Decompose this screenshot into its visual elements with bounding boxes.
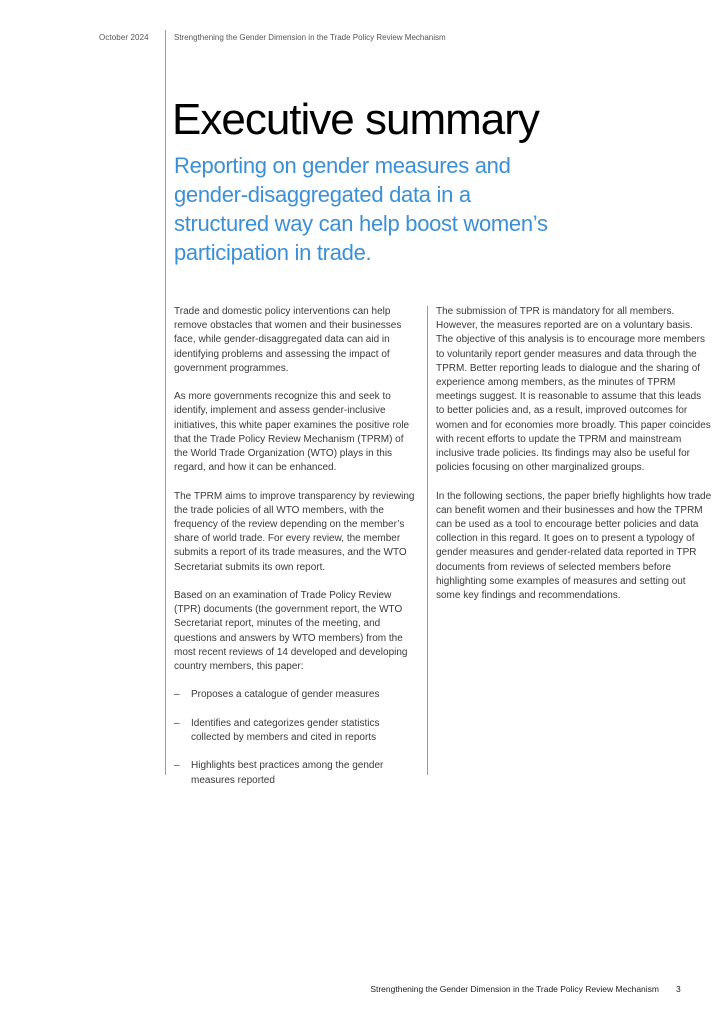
column-divider-rule	[427, 306, 428, 775]
list-item	[174, 717, 420, 745]
footer-document-title: Strengthening the Gender Dimension in the Trade Policy Review Mechanism	[370, 984, 659, 994]
paragraph: In the following sections, the paper briefly highlights how trade can benefit women and their businesses and how the TPRM can be used as a tool to encourage better policies and data collection in this regard. It goes on to present a typology of gender measures and gender-related data reported in TPR documents from reviews of selected members before highlighting some examples of measures and setting out some key findings and recommendations.	[436, 490, 712, 602]
list-item-text: Proposes a catalogue of gender measures	[191, 689, 380, 701]
page-subtitle: Reporting on gender measures and gender-disaggregated data in a structured way can help boost women’s participation in trade.	[174, 153, 548, 265]
left-text-column	[174, 305, 420, 802]
findings-list	[174, 688, 420, 787]
list-item-text: Identifies and categorizes gender statistics collected by members and cited in reports	[191, 717, 380, 744]
page-footer	[0, 984, 724, 996]
header-document-title: Strengthening the Gender Dimension in the Trade Policy Review Mechanism	[174, 33, 446, 42]
dash-bullet-icon: –	[174, 689, 180, 701]
dash-bullet-icon: –	[174, 717, 180, 729]
running-header	[0, 33, 724, 45]
header-date: October 2024	[99, 33, 149, 42]
paragraph: As more governments recognize this and seek to identify, implement and assess gender-inclusive initiatives, this white paper examines the positive role that the Trade Policy Review Mechanism (TPRM) of the World Trade Organization (WTO) plays in this regard, and how it can be enhanced.	[174, 391, 410, 474]
paragraph: The submission of TPR is mandatory for all members. However, the measures reported are on a voluntary basis. The objective of this analysis is to encourage more members to voluntarily report gender measures and data through the TPRM. Better reporting leads to dialogue and the sharing of experience among members, as the minutes of TPRM meetings suggest. It is reasonable to assume that this leads to better policies and, as a result, improved outcomes for women and for economies more broadly. This paper coincides with recent efforts to update the TPRM and mainstream inclusive trade policies. Its findings may also be useful for policies focusing on other marginalized groups.	[436, 306, 711, 474]
paragraph: Trade and domestic policy interventions can help remove obstacles that women and their businesses face, while gender-disaggregated data can aid in identifying problems and assessing the impact of government programmes.	[174, 306, 402, 374]
right-text-column	[436, 305, 712, 617]
dash-bullet-icon: –	[174, 760, 180, 772]
page-number: 3	[676, 984, 681, 994]
page-title: Executive summary	[172, 95, 539, 144]
paragraph: Based on an examination of Trade Policy Review (TPR) documents (the government report, the WTO Secretariat report, minutes of the meeting, and questions and answers by WTO members) from the most recent reviews of 14 developed and developing country members, this paper:	[174, 590, 408, 673]
list-item	[174, 759, 420, 787]
paragraph: The TPRM aims to improve transparency by reviewing the trade policies of all WTO members, with the frequency of the review depending on the member’s share of world trade. For every review, the member submits a report of its trade measures, and the WTO Secretariat submits its own report.	[174, 490, 415, 573]
left-vertical-rule	[165, 30, 166, 775]
list-item	[174, 688, 420, 702]
list-item-text: Highlights best practices among the gender measures reported	[191, 760, 384, 786]
